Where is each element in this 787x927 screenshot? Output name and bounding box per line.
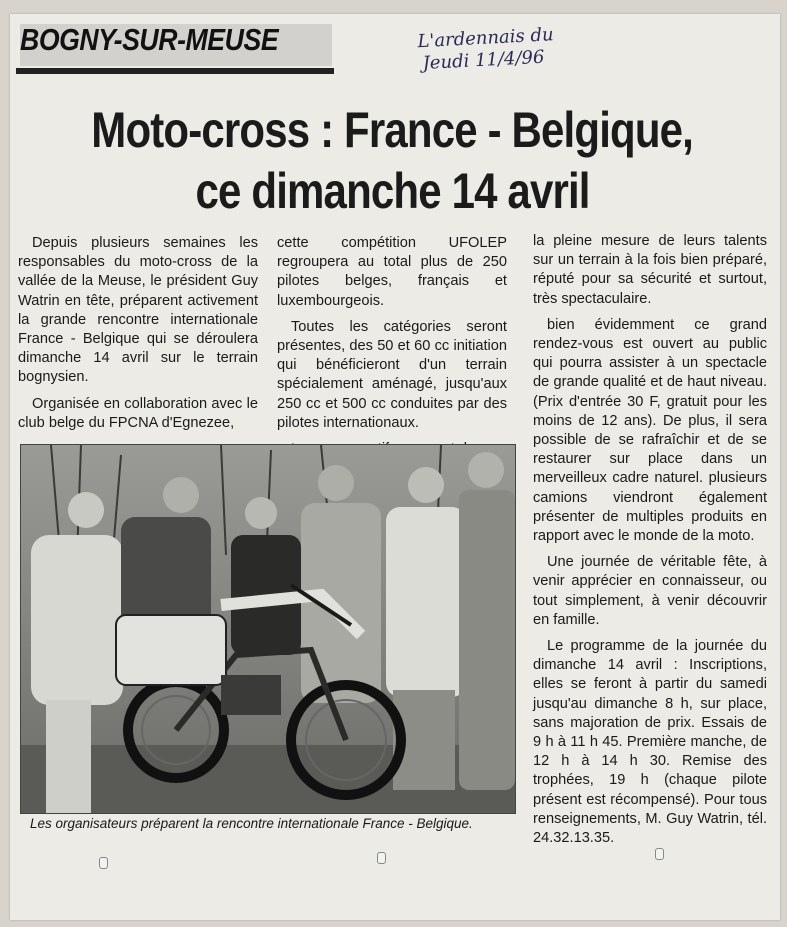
paragraph: cette compétition UFOLEP regroupera au total plus de 250 pilotes belges, français et luxembourgeois. <box>277 235 507 309</box>
article-column-3 <box>533 232 767 855</box>
article-column-1 <box>18 234 258 440</box>
staple-mark <box>377 852 386 864</box>
photo-organisers-with-motocross-bike <box>20 444 516 814</box>
paragraph: la pleine mesure de leurs talents sur un terrain à la fois bien préparé, réputé pour sa sécurité et surtout, très spectaculaire. <box>533 233 767 307</box>
staple-mark <box>655 848 664 860</box>
photo-caption: Les organisateurs préparent la rencontre internationale France - Belgique. <box>30 816 473 831</box>
handwritten-note-line: L'ardennais du <box>416 24 555 53</box>
headline-line: Moto-cross : France - Belgique, <box>91 102 694 158</box>
headline-line: ce dimanche 14 avril <box>195 163 590 219</box>
paragraph: bien évidemment ce grand rendez-vous est ouvert au public qui pourra assister à un spectacle de grande qualité et de haut niveau. (Prix d'entrée 30 F, gratuit pour les moins de 12 ans). De plus, il sera possible de se rafraîchir et de se restaurer sur place dans un merveilleux cadre naturel. plusieurs camions viendront également présenter de multiples produits en rapport avec le monde de la moto. <box>533 316 767 545</box>
section-title: BOGNY-SUR-MEUSE <box>20 22 279 57</box>
paragraph: Toutes les catégories seront présentes, des 50 et 60 cc initiation qui bénéficieront d'un terrain spécialement aménagé, jusqu'aux 250 cc et 500 cc conduites par des pilotes internationaux. <box>277 318 507 431</box>
handwritten-note-line: Jeudi 11/4/96 <box>422 46 545 74</box>
paragraph: Organisée en collaboration avec le club belge du FPCNA d'Egnezee, <box>18 395 258 431</box>
article-column-2 <box>277 234 507 466</box>
staple-mark <box>99 857 108 869</box>
paragraph: Une journée de véritable fête, à venir apprécier en connaisseur, ou tout simplement, à venir découvrir en famille. <box>533 554 767 628</box>
section-rule <box>16 68 334 74</box>
headline <box>20 100 765 222</box>
paragraph: Le programme de la journée du dimanche 14 avril : Inscriptions, elles se feront à partir du samedi jusqu'au dimanche 8 h, sur place, sans majoration de prix. Essais de 9 h à 11 h 45. Première manche, de 12 h à 14 h 30. Remise des trophées, 19 h (chaque pilote présent est récompensé). Pour tous renseignements, M. Guy Watrin, tél. 24.32.13.35. <box>533 638 767 847</box>
paragraph: Depuis plusieurs semaines les responsables du moto-cross de la vallée de la Meuse, le président Guy Watrin en tête, préparent activement la grande rencontre internationale France - Belgique qui se déroulera dimanche 14 avril sur le terrain bognysien. <box>18 235 258 386</box>
